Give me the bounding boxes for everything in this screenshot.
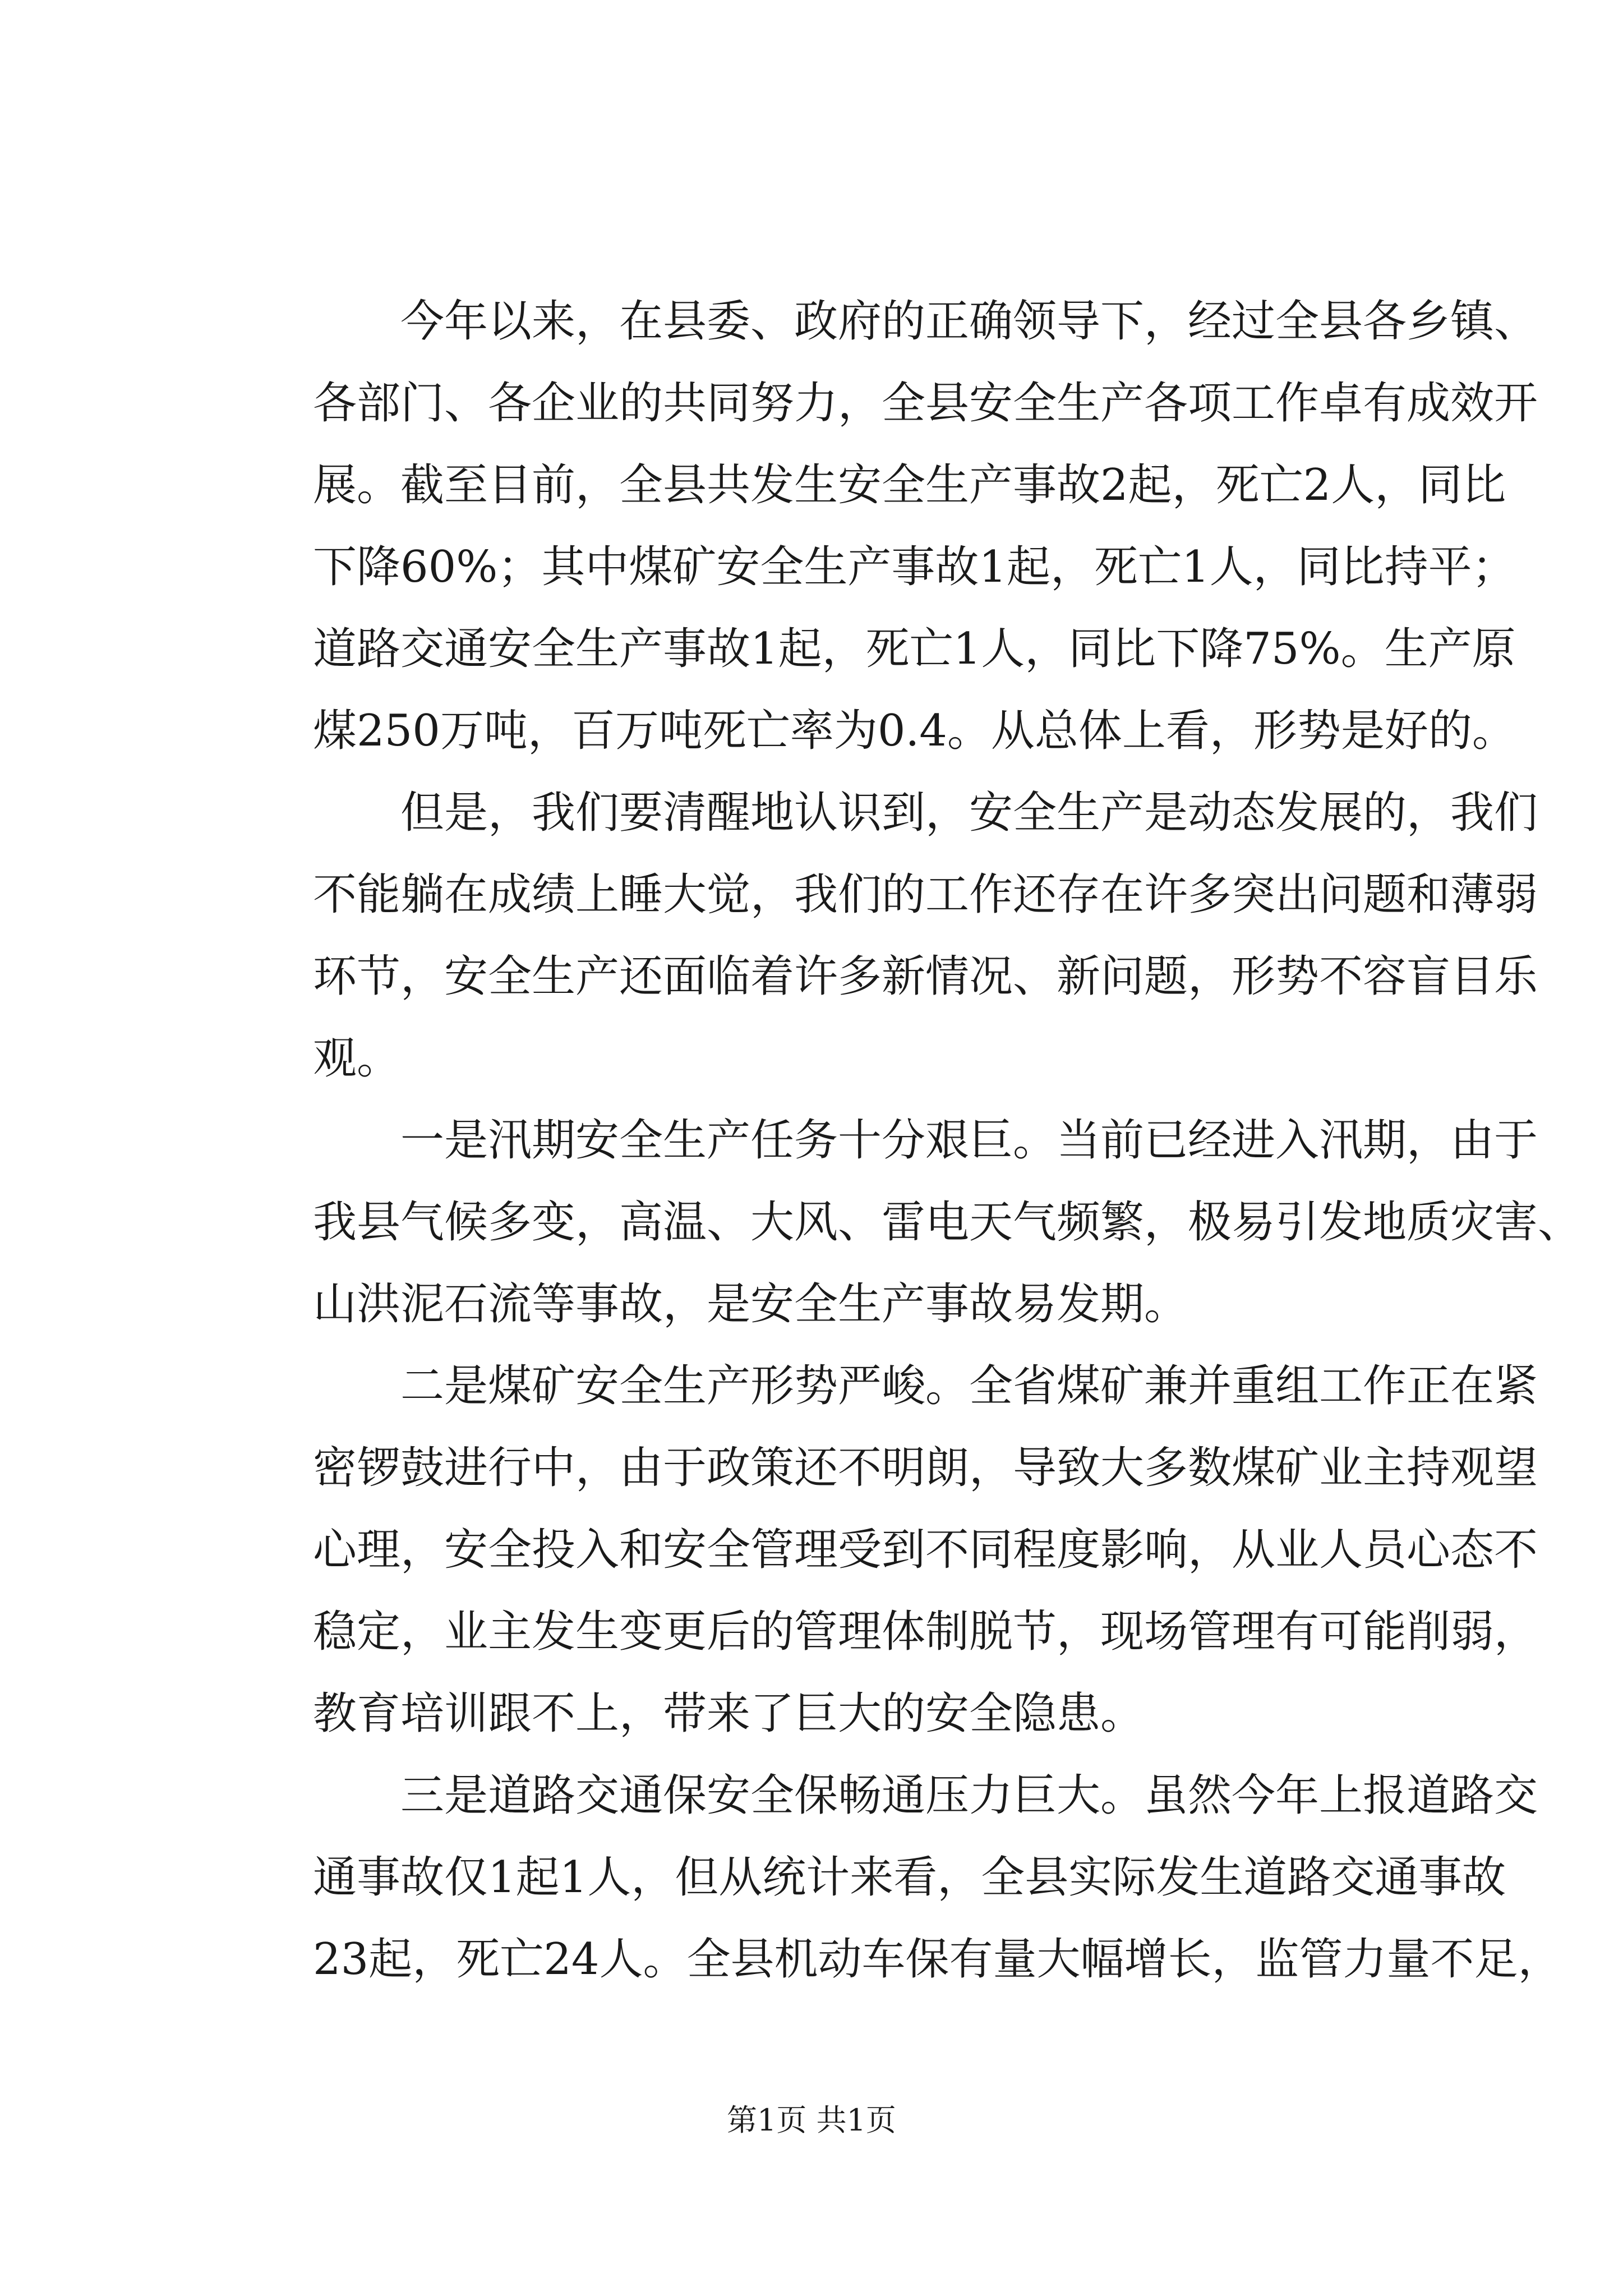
text-line: 通事故仅1起1人，但从统计来看，全县实际发生道路交通事故 [313,1852,1506,1903]
text-line: 山洪泥石流等事故，是安全生产事故易发期。 [313,1279,1188,1329]
text-line: 但是，我们要清醒地认识到，安全生产是动态发展的，我们 [400,788,1538,838]
text-line: 煤250万吨，百万吨死亡率为0.4。从总体上看，形势是好的。 [313,706,1516,756]
text-line: 三是道路交通保安全保畅通压力巨大。虽然今年上报道路交 [400,1770,1538,1821]
paragraph-1 [313,280,1538,772]
document-body [313,280,1582,2000]
text-line: 教育培训跟不上，带来了巨大的安全隐患。 [313,1688,1145,1739]
text-line: 心理，安全投入和安全管理受到不同程度影响，从业人员心态不 [313,1525,1538,1575]
text-line: 稳定，业主发生变更后的管理体制脱节，现场管理有可能削弱， [313,1607,1538,1657]
paragraph-3 [313,1099,1582,1345]
text-line: 环节，安全生产还面临着许多新情况、新问题，形势不容盲目乐 [313,951,1538,1002]
paragraph-2 [313,772,1538,1099]
text-line: 今年以来，在县委、政府的正确领导下，经过全县各乡镇、 [400,296,1538,347]
text-line: 二是煤矿安全生产形势严峻。全省煤矿兼并重组工作正在紧 [400,1361,1538,1411]
text-line: 我县气候多变，高温、大风、雷电天气频繁，极易引发地质灾害、 [313,1197,1582,1248]
page-footer: 第1页 共1页 [727,2102,896,2138]
text-line: 展。截至目前，全县共发生安全生产事故2起，死亡2人，同比 [313,460,1506,510]
text-line: 不能躺在成绩上睡大觉，我们的工作还存在许多突出问题和薄弱 [313,869,1538,920]
text-line: 23起，死亡24人。全县机动车保有量大幅增长，监管力量不足， [313,1934,1562,1985]
text-line: 一是汛期安全生产任务十分艰巨。当前已经进入汛期，由于 [400,1115,1538,1166]
text-line: 道路交通安全生产事故1起，死亡1人，同比下降75%。生产原 [313,624,1516,674]
text-line: 下降60%；其中煤矿安全生产事故1起，死亡1人，同比持平； [313,542,1516,592]
paragraph-5 [313,1755,1562,2000]
text-line: 各部门、各企业的共同努力，全县安全生产各项工作卓有成效开 [313,378,1538,429]
text-line: 密锣鼓进行中，由于政策还不明朗，导致大多数煤矿业主持观望 [313,1443,1538,1493]
paragraph-4 [313,1345,1538,1755]
text-line: 观。 [313,1033,401,1084]
